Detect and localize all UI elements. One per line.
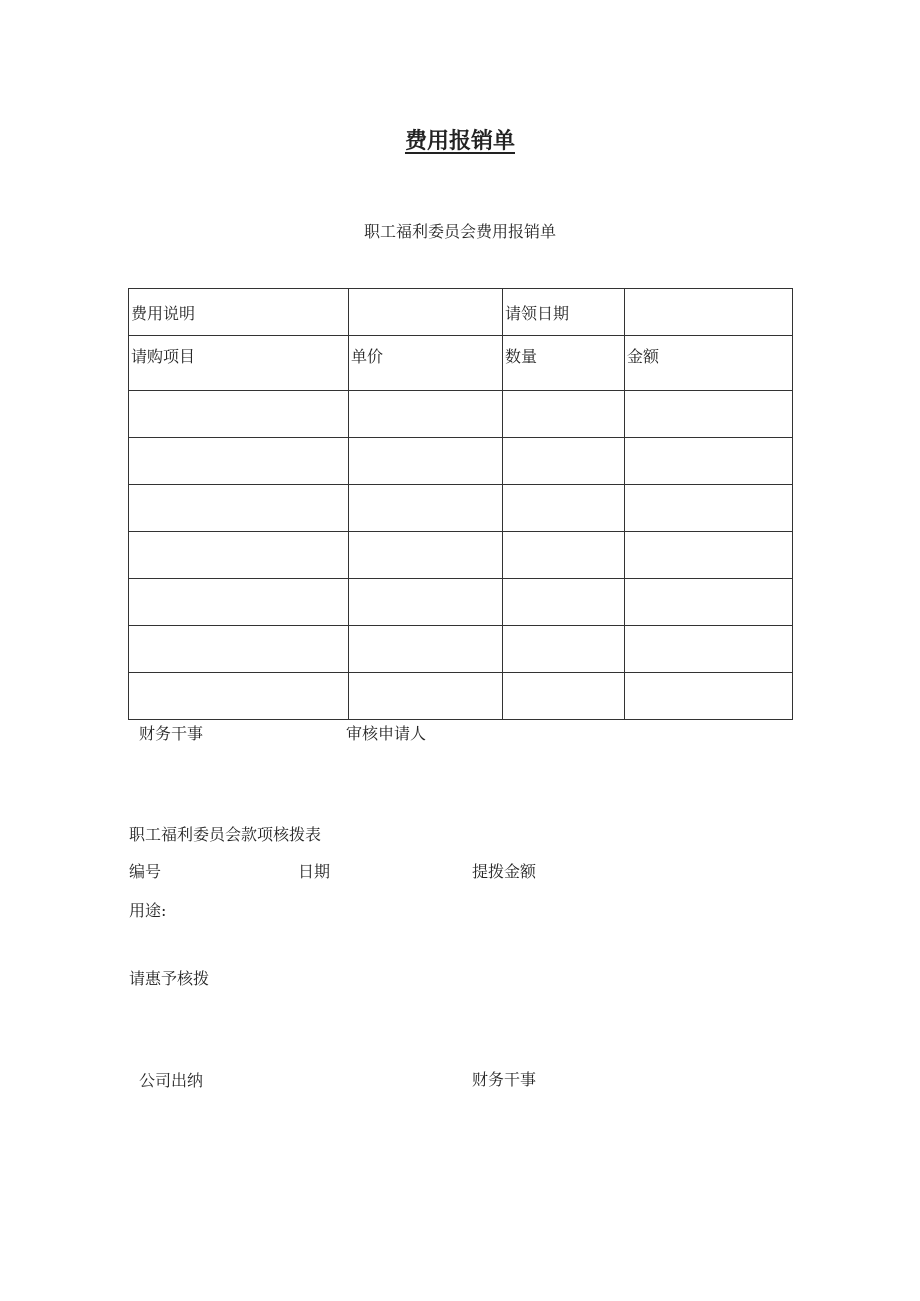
cell-unit-price[interactable]: [349, 438, 503, 485]
cell-amount[interactable]: [625, 438, 793, 485]
table-row: [129, 532, 793, 579]
cell-item[interactable]: [129, 673, 349, 720]
form-subtitle: 职工福利委员会费用报销单: [363, 222, 556, 241]
request-date-value[interactable]: [625, 289, 793, 336]
cell-unit-price[interactable]: [349, 579, 503, 626]
approval-request-text: 请惠予核拨: [129, 969, 210, 988]
page-title: 费用报销单: [404, 129, 515, 154]
cell-quantity[interactable]: [503, 626, 625, 673]
allocation-form-title: 职工福利委员会款项核拨表: [129, 825, 322, 844]
cell-item[interactable]: [129, 579, 349, 626]
cell-amount[interactable]: [625, 579, 793, 626]
table-row: [129, 626, 793, 673]
cell-quantity[interactable]: [503, 532, 625, 579]
cell-quantity[interactable]: [503, 673, 625, 720]
cell-amount[interactable]: [625, 532, 793, 579]
finance-officer-signature: 财务干事: [139, 724, 204, 743]
purpose-label: 用途:: [129, 901, 167, 920]
cell-item[interactable]: [129, 391, 349, 438]
cell-unit-price[interactable]: [349, 391, 503, 438]
table-row: [129, 438, 793, 485]
table-row-info: [129, 289, 793, 336]
table-row: [129, 391, 793, 438]
cell-amount[interactable]: [625, 485, 793, 532]
cell-amount[interactable]: [625, 673, 793, 720]
cell-unit-price[interactable]: [349, 626, 503, 673]
finance-officer-signature-2: 财务干事: [472, 1070, 537, 1089]
table-row: [129, 673, 793, 720]
cell-item[interactable]: [129, 438, 349, 485]
cell-unit-price[interactable]: [349, 485, 503, 532]
col-header-item: 请购项目: [129, 336, 349, 391]
cell-unit-price[interactable]: [349, 673, 503, 720]
number-label: 编号: [129, 862, 162, 881]
expense-desc-value[interactable]: [349, 289, 503, 336]
expense-desc-label: 费用说明: [129, 289, 349, 336]
col-header-unit-price: 单价: [349, 336, 503, 391]
col-header-quantity: 数量: [503, 336, 625, 391]
table-row: [129, 579, 793, 626]
reviewer-applicant-signature: 审核申请人: [346, 724, 427, 743]
table-header-row: [129, 336, 793, 391]
table-row: [129, 485, 793, 532]
cell-quantity[interactable]: [503, 579, 625, 626]
allocation-amount-label: 提拨金额: [472, 862, 537, 881]
cell-item[interactable]: [129, 532, 349, 579]
cell-item[interactable]: [129, 626, 349, 673]
cell-item[interactable]: [129, 485, 349, 532]
cell-amount[interactable]: [625, 626, 793, 673]
request-date-label: 请领日期: [503, 289, 625, 336]
cell-quantity[interactable]: [503, 485, 625, 532]
cashier-signature: 公司出纳: [139, 1071, 204, 1090]
expense-table: [128, 288, 793, 720]
col-header-amount: 金额: [625, 336, 793, 391]
cell-quantity[interactable]: [503, 438, 625, 485]
cell-amount[interactable]: [625, 391, 793, 438]
date-label: 日期: [298, 862, 331, 881]
cell-unit-price[interactable]: [349, 532, 503, 579]
cell-quantity[interactable]: [503, 391, 625, 438]
